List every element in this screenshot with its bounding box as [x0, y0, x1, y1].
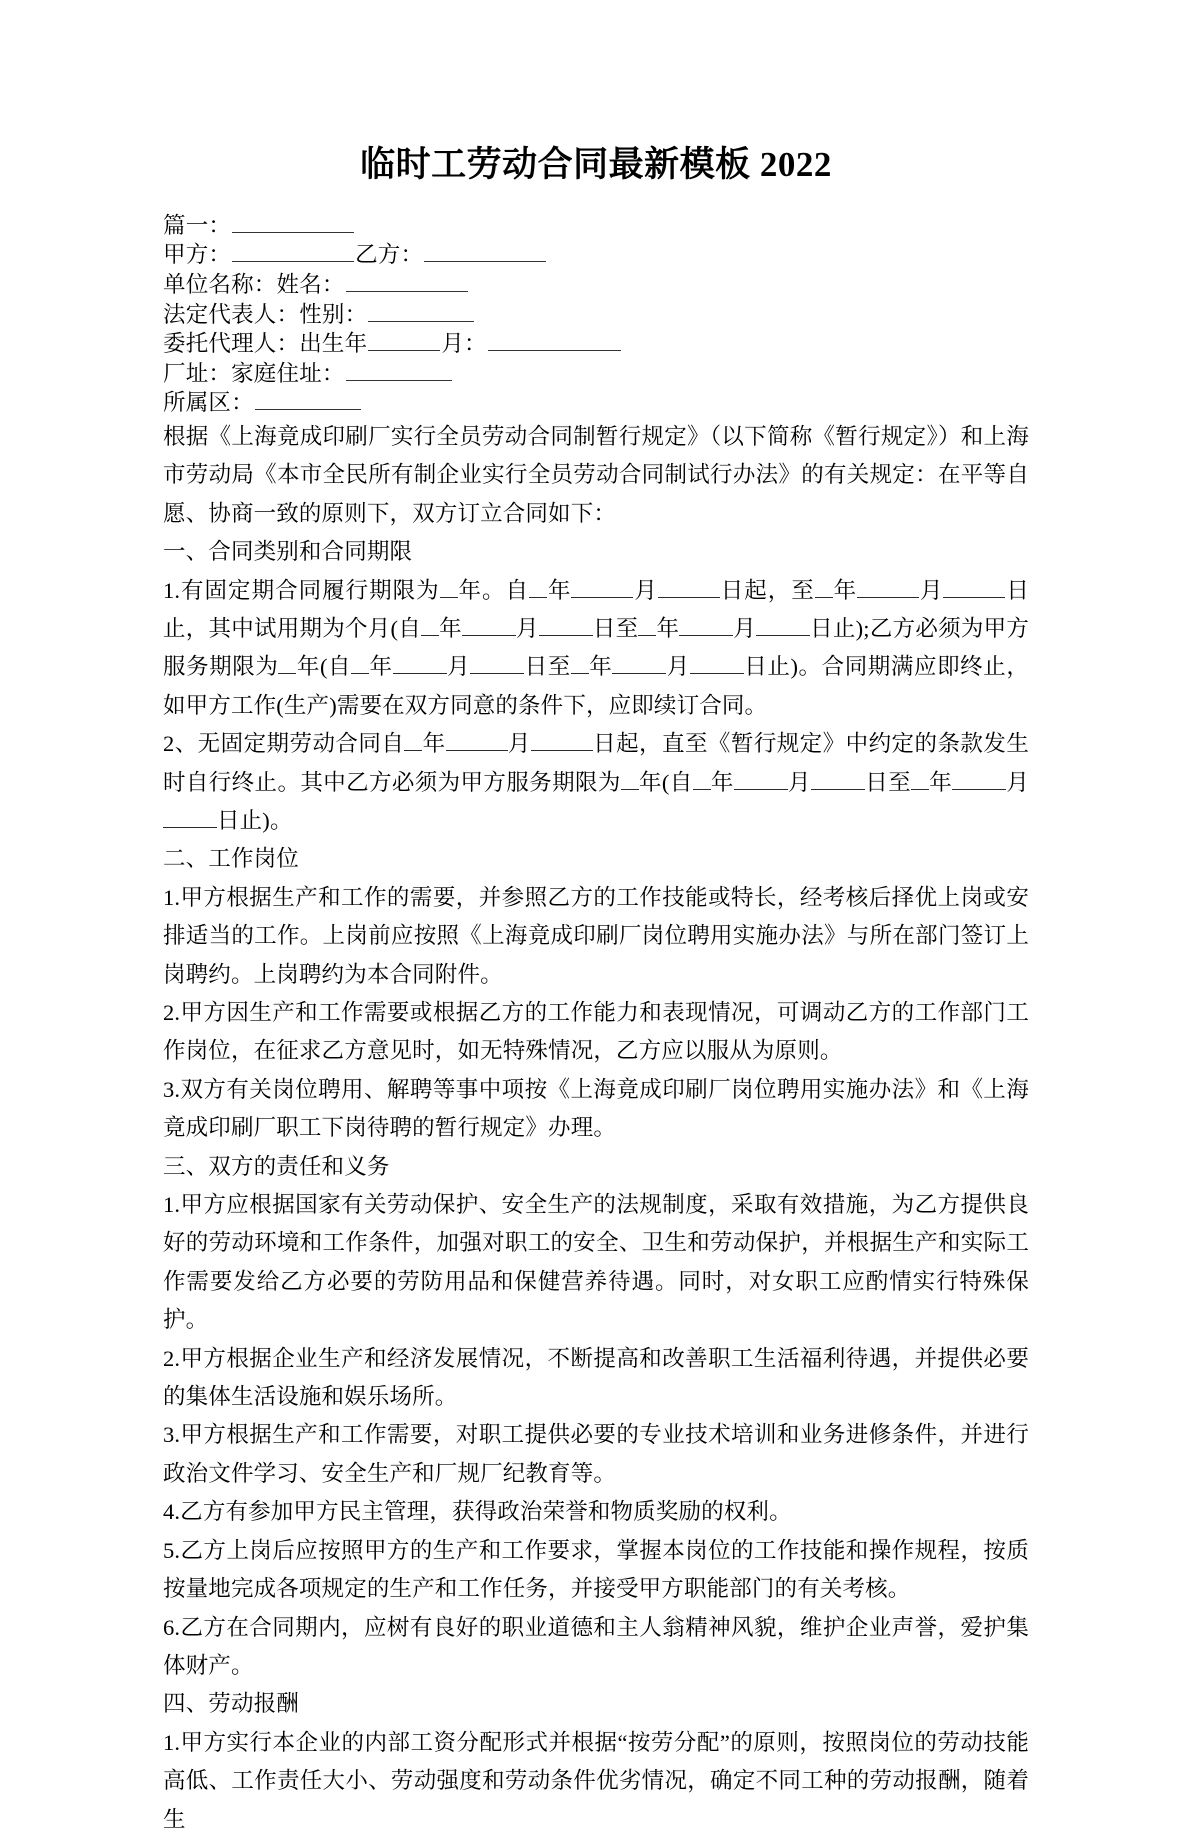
- field-row-agent: [163, 329, 1029, 359]
- inline-blank[interactable]: [163, 807, 217, 828]
- heading-section-3: 三、双方的责任和义务: [163, 1153, 390, 1179]
- text-frag: 月: [666, 654, 690, 680]
- inline-blank[interactable]: [857, 576, 919, 597]
- inline-blank[interactable]: [440, 576, 458, 597]
- inline-blank[interactable]: [690, 653, 744, 674]
- inline-blank[interactable]: [393, 653, 447, 674]
- paragraph-section3-item1: 1.甲方应根据国家有关劳动保护、安全生产的法规制度，采取有效措施，为乙方提供良好的劳动环境和工作条件，加强对职工的安全、卫生和劳动保护，并根据生产和实际工作需要发给乙方必要的劳防用品和保健营养待遇。同时，对女职工应酌情实行特殊保护。: [163, 1192, 1029, 1333]
- inline-blank[interactable]: [943, 576, 1005, 597]
- text-frag: 日起，直至《暂行规定》中约定的条款发生时自行终止。其中乙方必须为甲方服务期限为: [163, 731, 1029, 795]
- field-label-address: 厂址：家庭住址：: [163, 360, 345, 386]
- inline-blank[interactable]: [446, 730, 508, 751]
- inline-blank[interactable]: [734, 768, 788, 789]
- inline-blank[interactable]: [571, 576, 633, 597]
- paragraph-section2-item3: 3.双方有关岗位聘用、解聘等事中项按《上海竟成印刷厂岗位聘用实施办法》和《上海竟成印刷厂职工下岗待聘的暂行规定》办理。: [163, 1076, 1029, 1141]
- paragraph-preamble: 根据《上海竟成印刷厂实行全员劳动合同制暂行规定》（以下简称《暂行规定》）和上海市劳动局《本市全民所有制企业实行全员劳动合同制试行办法》的有关规定：在平等自愿、协商一致的原则下，双方订立合同如下：: [163, 423, 1029, 526]
- field-label-legal-rep: 法定代表人：性别：: [163, 301, 368, 327]
- field-label-yifang: 乙方：: [355, 242, 424, 268]
- field-blank-birth-year[interactable]: [368, 329, 440, 351]
- text-frag: 年: [422, 731, 446, 757]
- paragraph-section3-item6: 6.乙方在合同期内，应树有良好的职业道德和主人翁精神风貌，维护企业声誉，爱护集体财产。: [163, 1614, 1029, 1678]
- field-blank-district[interactable]: [255, 389, 361, 411]
- inline-blank[interactable]: [756, 615, 810, 636]
- inline-blank[interactable]: [539, 615, 593, 636]
- text-frag: 日止)。: [217, 807, 293, 833]
- text-frag: 年(自: [638, 769, 693, 795]
- inline-blank[interactable]: [278, 653, 296, 674]
- text-frag: 年(自: [296, 654, 352, 680]
- paragraph-section3-item3: 3.甲方根据生产和工作需要，对职工提供必要的专业技术培训和业务进修条件，并进行政治文件学习、安全生产和厂规厂纪教育等。: [163, 1422, 1029, 1486]
- paragraph-section4-item1: 1.甲方实行本企业的内部工资分配形式并根据“按劳分配”的原则，按照岗位的劳动技能高低、工作责任大小、劳动强度和劳动条件优劣情况，确定不同工种的劳动报酬，随着生: [163, 1729, 1029, 1832]
- text-frag: 年: [369, 654, 393, 680]
- field-label-unit-name: 单位名称：姓名：: [163, 271, 345, 297]
- text-frag: 日止，其中试用期为个月(自: [163, 577, 1029, 641]
- text-frag: 1.有固定期合同履行期限为: [163, 577, 440, 603]
- heading-section-2: 二、工作岗位: [163, 846, 299, 872]
- heading-section-4: 四、劳动报酬: [163, 1691, 299, 1717]
- text-frag: 月: [515, 615, 539, 641]
- field-row-district: [163, 388, 1029, 418]
- field-blank-unit-name[interactable]: [346, 270, 468, 292]
- paragraph-section1-item2: [163, 725, 1029, 840]
- paragraph-section2-item1: 1.甲方根据生产和工作的需要，并参照乙方的工作技能或特长，经考核后择优上岗或安排适当的工作。上岗前应按照《上海竟成印刷厂岗位聘用实施办法》与所在部门签订上岗聘约。上岗聘约为本合同附件。: [163, 884, 1029, 987]
- inline-blank[interactable]: [638, 615, 656, 636]
- field-blank-birth-month[interactable]: [488, 329, 621, 351]
- paragraph-section3-item4: 4.乙方有参加甲方民主管理，获得政治荣誉和物质奖励的权利。: [163, 1499, 792, 1525]
- inline-blank[interactable]: [462, 615, 516, 636]
- page-title: 临时工劳动合同最新模板 2022: [360, 145, 832, 184]
- text-frag: 日至: [524, 654, 571, 680]
- header-fields: [163, 211, 1029, 418]
- text-frag: 年。自: [457, 577, 530, 603]
- inline-blank[interactable]: [529, 576, 547, 597]
- field-row-parties: [163, 240, 1029, 270]
- text-frag: 月: [633, 577, 658, 603]
- inline-blank[interactable]: [571, 653, 589, 674]
- text-frag: 年: [588, 654, 613, 680]
- inline-blank[interactable]: [470, 653, 524, 674]
- text-frag: 月: [507, 731, 531, 757]
- text-frag: 年: [656, 615, 680, 641]
- inline-blank[interactable]: [421, 615, 439, 636]
- inline-blank[interactable]: [911, 768, 929, 789]
- paragraph-section3-item2: 2.甲方根据企业生产和经济发展情况，不断提高和改善职工生活福利待遇，并提供必要的集体生活设施和娱乐场所。: [163, 1345, 1029, 1410]
- text-frag: 年: [928, 769, 953, 795]
- paragraph-section2-item2: 2.甲方因生产和工作需要或根据乙方的工作能力和表现情况，可调动乙方的工作部门工作岗位，在征求乙方意见时，如无特殊情况，乙方应以服从为原则。: [163, 1000, 1029, 1064]
- inline-blank[interactable]: [531, 730, 593, 751]
- field-label-agent-month: 月：: [441, 331, 487, 357]
- inline-blank[interactable]: [404, 730, 422, 751]
- text-frag: 年: [547, 577, 572, 603]
- text-frag: 月: [1006, 769, 1029, 795]
- inline-blank[interactable]: [693, 768, 711, 789]
- field-blank-pian[interactable]: [232, 211, 354, 233]
- text-frag: 2、无固定期劳动合同自: [163, 731, 405, 757]
- field-blank-legal-rep[interactable]: [368, 300, 474, 322]
- text-frag: 月: [787, 769, 811, 795]
- inline-blank[interactable]: [621, 768, 639, 789]
- field-label-agent: 委托代理人：出生年: [163, 331, 368, 357]
- field-blank-jiafang[interactable]: [232, 241, 354, 263]
- inline-blank[interactable]: [658, 576, 720, 597]
- text-frag: 月: [446, 654, 471, 680]
- field-label-jiafang: 甲方：: [163, 242, 232, 268]
- field-row-legal-rep: [163, 300, 1029, 330]
- text-frag: 年: [832, 577, 858, 603]
- text-frag: 月: [733, 615, 757, 641]
- inline-blank[interactable]: [612, 653, 666, 674]
- text-frag: 月: [919, 577, 944, 603]
- field-label-district: 所属区：: [163, 390, 254, 416]
- text-frag: 日起，至: [719, 577, 815, 603]
- text-frag: 日至: [864, 769, 911, 795]
- inline-blank[interactable]: [351, 653, 369, 674]
- text-frag: 年: [710, 769, 734, 795]
- inline-blank[interactable]: [679, 615, 733, 636]
- text-frag: 日至: [592, 615, 639, 641]
- heading-section-1: 一、合同类别和合同期限: [163, 539, 413, 565]
- text-frag: 日止);乙方必须为甲方服务期限为: [163, 615, 1029, 680]
- document-body: [163, 418, 1029, 1839]
- inline-blank[interactable]: [811, 768, 865, 789]
- field-row-address: [163, 359, 1029, 389]
- field-row-unit-name: [163, 270, 1029, 300]
- text-frag: 日止)。合同期满应即终止，如甲方工作(生产)需要在双方同意的条件下，应即续订合同。: [163, 654, 1029, 718]
- paragraph-section1-item1: [163, 572, 1029, 726]
- inline-blank[interactable]: [952, 768, 1006, 789]
- field-blank-address[interactable]: [346, 359, 452, 381]
- field-label-pian: 篇一：: [163, 212, 232, 238]
- field-row-pian: [163, 211, 1029, 241]
- paragraph-section3-item5: 5.乙方上岗后应按照甲方的生产和工作要求，掌握本岗位的工作技能和操作规程，按质按量地完成各项规定的生产和工作任务，并接受甲方职能部门的有关考核。: [163, 1537, 1029, 1602]
- document-content: [163, 0, 1029, 1839]
- inline-blank[interactable]: [815, 576, 833, 597]
- field-blank-yifang[interactable]: [424, 241, 546, 263]
- text-frag: 年: [439, 615, 462, 641]
